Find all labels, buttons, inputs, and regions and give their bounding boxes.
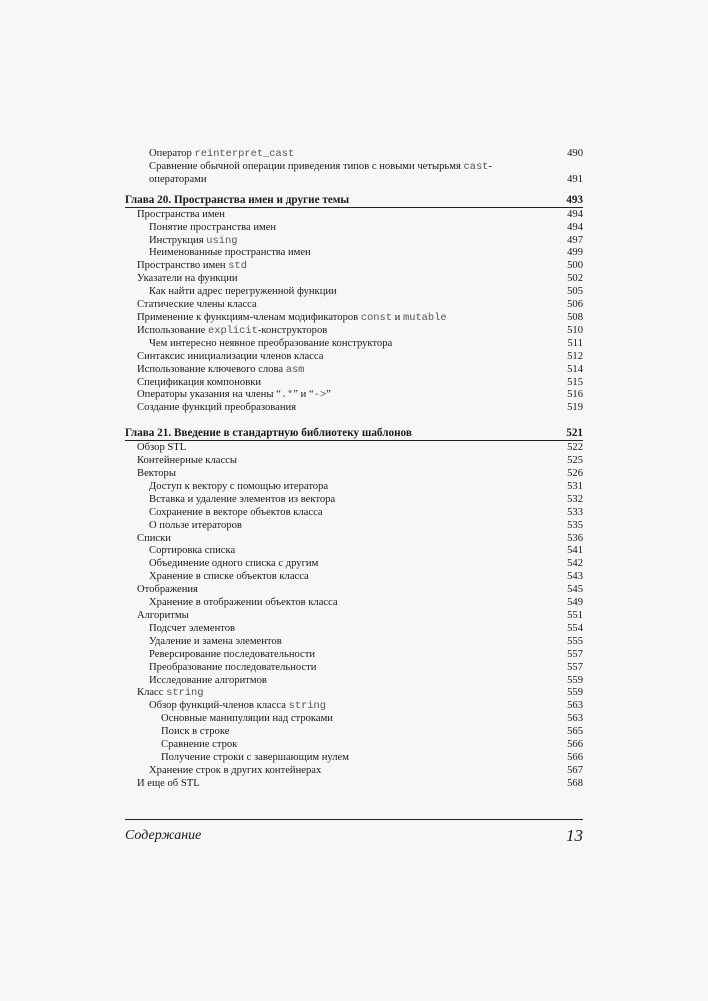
- toc-entry: [125, 545, 583, 558]
- entry-title: Обзор STL: [137, 442, 187, 454]
- entry-page: 554: [567, 622, 583, 634]
- entry-title: Списки: [137, 532, 171, 544]
- chapter-page: 493: [566, 193, 583, 206]
- entry-title: Удаление и замена элементов: [149, 635, 282, 647]
- toc-entry: [125, 752, 583, 765]
- toc-entry: [125, 442, 583, 455]
- entry-page: 567: [567, 764, 583, 776]
- toc-entry: [125, 610, 583, 623]
- toc-entry: [125, 636, 583, 649]
- page-number: 13: [566, 826, 583, 845]
- entry-title: Хранение строк в других контейнерах: [149, 764, 322, 776]
- toc-entry: [125, 662, 583, 675]
- entry-title: Операторы указания на члены “.*” и “->”: [137, 389, 331, 402]
- entry-title: Применение к функциям-членам модификаторов const и mutable: [137, 311, 447, 324]
- entry-title: Класс string: [137, 687, 204, 700]
- entry-title: Подсчет элементов: [149, 622, 236, 634]
- toc-entry: [125, 235, 583, 248]
- toc-entry: [125, 520, 583, 533]
- toc-entry: [125, 726, 583, 739]
- table-of-contents: [125, 148, 583, 791]
- entry-page: 499: [567, 247, 583, 259]
- toc-entry: [125, 377, 583, 390]
- entry-title: Понятие пространства имен: [149, 221, 277, 233]
- toc-entry: [125, 299, 583, 312]
- toc-entry: [125, 481, 583, 494]
- entry-page: 542: [567, 558, 583, 570]
- toc-entry: [125, 700, 583, 713]
- running-title: Содержание: [125, 828, 202, 843]
- toc-entry: [125, 623, 583, 636]
- entry-title: Векторы: [137, 468, 176, 480]
- entry-page: 490: [567, 148, 583, 159]
- entry-page: 551: [567, 610, 583, 621]
- entry-title: Спецификация компоновки: [137, 376, 262, 388]
- entry-title: Сохранение в векторе объектов класса: [149, 506, 323, 518]
- entry-page: 510: [567, 324, 583, 336]
- entry-page: 545: [567, 584, 583, 596]
- chapter-title: Глава 21. Введение в стандартную библиотеку шаблонов: [125, 427, 412, 440]
- entry-page: 565: [567, 726, 583, 738]
- toc-entry: [125, 260, 583, 273]
- entry-page: 500: [567, 260, 583, 272]
- toc-entry: [125, 584, 583, 597]
- toc-entry: [125, 148, 583, 161]
- entry-title: Создание функций преобразования: [137, 402, 297, 414]
- entry-title: Объединение одного списка с другим: [149, 558, 319, 570]
- entry-title: Сравнение строк: [161, 739, 238, 751]
- entry-page: 491: [567, 173, 583, 185]
- toc-entry: [125, 778, 583, 791]
- entry-title: Исследование алгоритмов: [149, 674, 267, 686]
- entry-page: 559: [567, 674, 583, 686]
- entry-title: Доступ к вектору с помощью итератора: [149, 480, 329, 492]
- entry-title: Обзор функций-членов класса string: [149, 700, 327, 713]
- entry-page: 511: [567, 337, 583, 349]
- toc-entry: [125, 675, 583, 688]
- entry-title: Хранение в отображении объектов класса: [149, 597, 338, 609]
- entry-title-continued: операторами: [149, 173, 207, 185]
- entry-page: 559: [567, 687, 583, 699]
- toc-entry: [125, 597, 583, 610]
- toc-entry: [125, 687, 583, 700]
- entry-title: Реверсирование последовательности: [149, 648, 316, 660]
- entry-page: 525: [567, 455, 583, 467]
- toc-entry: [125, 455, 583, 468]
- chapter-page: 521: [566, 427, 583, 440]
- entry-page: 516: [567, 389, 583, 401]
- entry-page: 555: [567, 635, 583, 647]
- entry-title: Преобразование последовательности: [149, 661, 317, 673]
- entry-page: 519: [567, 402, 583, 414]
- toc-entry: [125, 312, 583, 325]
- entry-page: 543: [567, 571, 583, 583]
- entry-title: Указатели на функции: [137, 273, 238, 285]
- toc-entry: [125, 649, 583, 662]
- entry-title: Оператор reinterpret_cast: [149, 148, 295, 160]
- entry-page: 541: [567, 545, 583, 557]
- entry-title: О пользе итераторов: [149, 519, 242, 531]
- entry-title: Отображения: [137, 584, 198, 596]
- entry-page: 536: [567, 532, 583, 544]
- entry-page: 557: [567, 661, 583, 673]
- entry-title: Неименованные пространства имен: [149, 247, 311, 259]
- entry-title: Поиск в строке: [161, 726, 230, 738]
- entry-page: 531: [567, 480, 583, 492]
- entry-title: Сортировка списка: [149, 545, 236, 557]
- entry-page: 566: [567, 751, 583, 763]
- entry-page: 568: [567, 777, 583, 789]
- toc-entry: [125, 739, 583, 752]
- entry-title: Чем интересно неявное преобразование конструктора: [149, 337, 393, 349]
- entry-page: 557: [567, 648, 583, 660]
- entry-title: И еще об STL: [137, 777, 200, 789]
- toc-entry: [125, 209, 583, 222]
- entry-title: Контейнерные классы: [137, 455, 237, 467]
- toc-entry: [125, 273, 583, 286]
- entry-page: 494: [567, 208, 583, 220]
- entry-page: 502: [567, 273, 583, 285]
- toc-entry: [125, 161, 583, 187]
- entry-title: Алгоритмы: [137, 610, 189, 621]
- entry-title: Как найти адрес перегруженной функции: [149, 286, 337, 298]
- toc-entry: [125, 558, 583, 571]
- toc-entry: [125, 533, 583, 546]
- entry-page: 563: [567, 713, 583, 725]
- entry-page: 535: [567, 519, 583, 531]
- entry-page: 515: [567, 376, 583, 388]
- entry-page: 494: [567, 221, 583, 233]
- entry-page: 549: [567, 597, 583, 609]
- toc-entry: [125, 325, 583, 338]
- entry-title: Получение строки с завершающим нулем: [161, 751, 349, 763]
- toc-entry: [125, 468, 583, 481]
- toc-entry: [125, 338, 583, 351]
- entry-title: Основные манипуляции над строками: [161, 713, 333, 725]
- entry-page: 522: [567, 442, 583, 454]
- toc-entry: [125, 247, 583, 260]
- toc-entry: [125, 389, 583, 402]
- toc-entry: [125, 364, 583, 377]
- entry-title: Пространство имен std: [137, 260, 247, 273]
- entry-title: Хранение в списке объектов класса: [149, 571, 309, 583]
- entry-title: Синтаксис инициализации членов класса: [137, 350, 324, 362]
- toc-entry: [125, 765, 583, 778]
- entry-page: 514: [567, 363, 583, 375]
- toc-entry: [125, 571, 583, 584]
- toc-entry: [125, 286, 583, 299]
- entry-title: Сравнение обычной операции приведения типов с новыми четырьмя cast-: [149, 160, 492, 173]
- entry-page: 563: [567, 700, 583, 712]
- entry-page: 526: [567, 468, 583, 480]
- entry-title: Вставка и удаление элементов из вектора: [149, 493, 336, 505]
- entry-page: 497: [567, 234, 583, 246]
- entry-title: Инструкция using: [149, 234, 238, 247]
- entry-page: 512: [567, 350, 583, 362]
- entry-page: 532: [567, 493, 583, 505]
- chapter-title: Глава 20. Пространства имен и другие темы: [125, 193, 350, 206]
- entry-title: Использование ключевого слова asm: [137, 363, 305, 376]
- entry-page: 533: [567, 506, 583, 518]
- entry-title: Статические члены класса: [137, 299, 257, 311]
- toc-entry: [125, 713, 583, 726]
- entry-page: 505: [567, 286, 583, 298]
- toc-entry: [125, 507, 583, 520]
- toc-entry: [125, 494, 583, 507]
- chapter-heading: [125, 193, 583, 208]
- entry-page: 506: [567, 299, 583, 311]
- chapter-heading: [125, 426, 583, 441]
- entry-page: 566: [567, 739, 583, 751]
- toc-entry: [125, 402, 583, 415]
- entry-title: Использование explicit-конструкторов: [137, 324, 328, 337]
- entry-title: Пространства имен: [137, 208, 225, 220]
- toc-entry: [125, 351, 583, 364]
- page-footer: [125, 819, 583, 845]
- toc-entry: [125, 222, 583, 235]
- entry-page: 508: [567, 311, 583, 323]
